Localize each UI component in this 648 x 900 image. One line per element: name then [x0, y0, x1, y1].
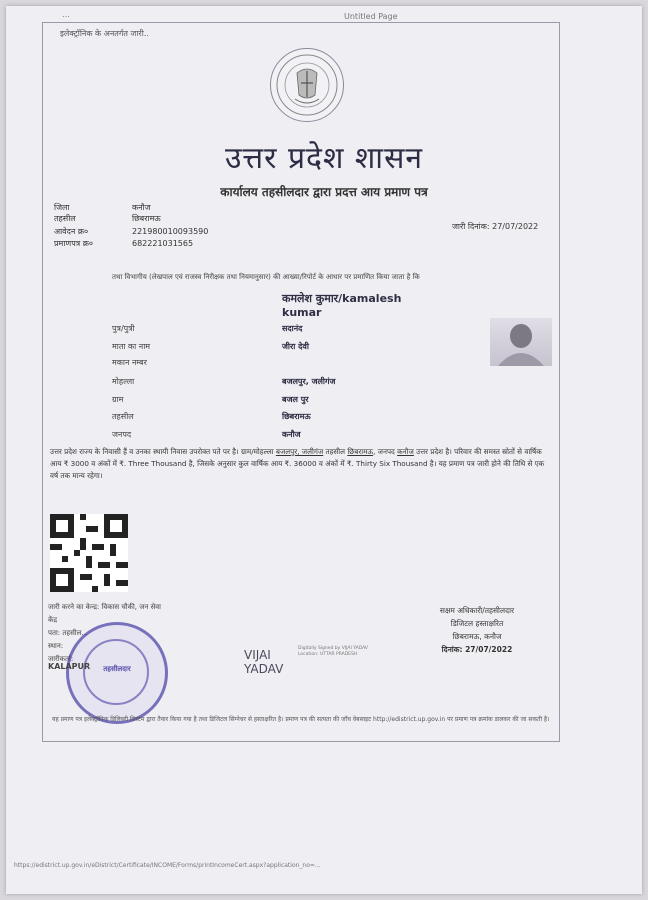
para-part: उत्तर प्रदेश है। परिवार की समस्त स्रोतों से वार्षिक आय ₹ 3000 व अंकों में ₹. Three Thousand है, जिसके अनुसार कुल वार्षिक आय ₹. 36000 व अंकों में ₹. Thirty Six Thousand है। यह प्रमाण पत्र जारी होने की तिथि से एक वर्ष तक मान्य रहेगा। [50, 447, 545, 480]
field-value: कनौज [282, 430, 301, 439]
center-line: पता: तहसील... [48, 629, 89, 637]
field-value: बजलपुर, जलीगंज [282, 377, 336, 386]
issue-date-label: जारी दिनांक: [452, 222, 490, 231]
issue-date [452, 221, 538, 232]
field-label: जनपद [112, 430, 132, 439]
officer-line: दिनांक: 27/07/2022 [441, 645, 513, 654]
page-url: https://edistrict.up.gov.in/eDistrict/Certificate/INCOME/Forms/printIncomeCert.aspx?application_no=... [14, 862, 321, 869]
para-place: बजलपुर, जलीगंज [275, 447, 324, 456]
para-district: कनौज [397, 447, 414, 456]
meta-value: 221980010093590 [132, 227, 209, 236]
field-value: छिबरामऊ [282, 412, 311, 421]
officer-line: सक्षम अधिकारी/तहसीलदार [439, 606, 515, 615]
field-label: मकान नम्बर [112, 358, 147, 367]
verification-note: यह प्रमाण पत्र इलेक्ट्रॉनिक डिलिवरी सिस्टम द्वारा तैयार किया गया है तथा डिजिटल सिग्नेचर से हस्ताक्षरित है। प्रमाण पत्र की सत्यता की जाँच वेबसाइट http://edistrict.up.gov.in पर प्रमाण पत्र क्रमांक डालकर की जा सकती है। [52, 716, 550, 723]
meta-label: प्रमाणपत्र क्र० [54, 239, 93, 248]
center-line: स्थान: [48, 642, 64, 650]
meta-label: तहसील [54, 214, 76, 223]
center-line: जारीकर्ता: [48, 655, 74, 663]
officer-line: डिजिटल हस्ताक्षरित [450, 619, 504, 628]
certify-intro: तथा विभागीय (लेखपाल एवं राजस्व निरीक्षक तथा नियमानुसार) की आख्या/रिपोर्ट के आधार पर प्रमाणित किया जाता है कि [112, 273, 420, 281]
certificate-subtitle: कार्यालय तहसीलदार द्वारा प्रदत्त आय प्रमाण पत्र [220, 185, 428, 199]
para-part: , जनपद [373, 447, 398, 456]
up-emblem-icon [270, 48, 344, 122]
applicant-photo [490, 318, 552, 366]
meta-value: कनौज [132, 203, 151, 212]
center-line: जारी करने का केन्द्र: विकास चौकी, जन सेवा [48, 603, 161, 611]
officer-block [402, 604, 552, 656]
digital-signature-name [244, 648, 283, 676]
meta-label: आवेदन क्र० [54, 227, 89, 236]
para-tehsil: छिबरामऊ [347, 447, 374, 456]
signature-line-1: VIJAI [244, 648, 271, 662]
field-value: सदानंद [282, 324, 303, 333]
field-label: तहसील [112, 412, 134, 421]
signature-note: Digitally Signed by VIJAI YADAV Location: UTTAR PRADESH [298, 646, 368, 657]
field-label: पुत्र/पुत्री [112, 324, 135, 333]
meta-certificate-no [54, 238, 193, 249]
meta-application-no [54, 226, 208, 237]
meta-value: 682221031565 [132, 239, 194, 248]
meta-value: छिबरामऊ [132, 214, 161, 223]
kal-label: KALAPUR [48, 662, 91, 671]
top-line: इलेक्ट्रॉनिक के अनतर्गत जारी.. [60, 29, 149, 38]
applicant-name: कमलेश कुमार/kamalesh kumar [282, 292, 402, 319]
qr-code-icon [50, 514, 128, 592]
officer-line: छिबरामऊ, कनौज [452, 632, 502, 641]
meta-tehsil [54, 213, 161, 224]
issue-date-value: 27/07/2022 [492, 222, 539, 231]
field-value: बजल पुर [282, 395, 309, 404]
income-statement [50, 446, 550, 482]
signature-line-2: YADAV [244, 662, 284, 676]
official-seal-stamp [66, 622, 168, 724]
para-part: उत्तर प्रदेश राज्य के निवासी हैं व उनका स्थायी निवास उपरोक्त पते पर है। ग्राम/मोहल्ला [50, 447, 276, 456]
browser-header-left: … [62, 10, 70, 19]
para-part: तहसील [323, 447, 348, 456]
field-label: मोहल्ला [112, 377, 135, 386]
meta-district [54, 202, 151, 213]
meta-label: जिला [54, 203, 70, 212]
field-label: ग्राम [112, 395, 124, 404]
field-label: माता का नाम [112, 342, 151, 351]
center-line: केंद्र [48, 616, 58, 624]
browser-header-title: Untitled Page [344, 12, 398, 21]
seal-text: तहसीलदार [103, 665, 131, 673]
certificate-title: उत्तर प्रदेश शासन [224, 141, 423, 176]
field-value: जीरा देवी [282, 342, 309, 351]
